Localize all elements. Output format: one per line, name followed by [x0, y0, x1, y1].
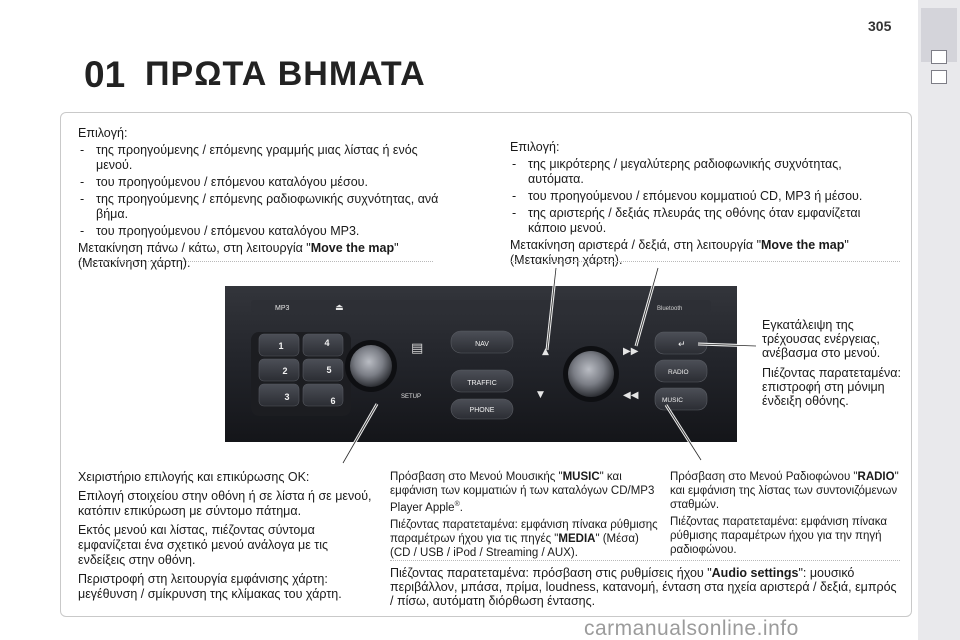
media-icon: ▤ [411, 341, 424, 356]
back-icon: ↵ [678, 340, 686, 350]
down-arrow-icon: ▼ [537, 390, 544, 400]
bluetooth-label: Bluetooth [657, 306, 683, 312]
side-note-p1: Εγκατάλειψη της τρέχουσας ενέργειας, ανέβασμα στο μενού. [762, 318, 881, 360]
move-map-text: Μετακίνηση αριστερά / δεξιά, στη λειτουργία "Move the map" (Μετακίνηση χάρτη). [510, 238, 849, 267]
traffic-label: TRAFFIC [467, 380, 497, 387]
eject-icon: ⏏ [335, 303, 344, 313]
radio-note-p2: Πιέζοντας παρατεταμένα: εμφάνιση πίνακα ρύθμισης παραμέτρων ήχου για την πηγή ραδιοφώνου. [670, 516, 888, 556]
setup-label: SETUP [401, 394, 422, 400]
radio-label: RADIO [668, 369, 689, 376]
chapter-title: ΠΡΩΤΑ ΒΗΜΑΤΑ [145, 55, 426, 93]
mp3-label: MP3 [275, 305, 290, 312]
preset-label: 5 [326, 365, 332, 375]
preset-label: 3 [284, 392, 290, 402]
music-note-p1: Πρόσβαση στο Μενού Μουσικής "MUSIC" και εμφάνιση των κομματιών ή των καταλόγων CD/MP3 Player Apple®. [390, 471, 655, 514]
bullet-item: - του προηγούμενου / επόμενου καταλόγου MP3. [80, 224, 360, 238]
nav-label: NAV [475, 341, 489, 348]
knob-note-p3: Εκτός μενού και λίστας, πιέζοντας σύντομα εμφανίζεται ένα σχετικό μενού ανάλογα με τις ενδείξεις στην οθόνη. [78, 523, 328, 567]
radio-note [670, 470, 902, 560]
preset-label: 4 [324, 338, 330, 348]
page-number: 305 [868, 18, 892, 34]
preset-label: 6 [330, 396, 336, 406]
chapter-number: 01 [84, 54, 126, 95]
knob-note-p2: Επιλογή στοιχείου στην οθόνη ή σε λίστα ή σε μενού, κατόπιν επικύρωση με σύντομο πάτημα. [78, 489, 372, 518]
knob-note [78, 470, 378, 604]
bullet-item: - της μικρότερης / μεγαλύτερης ραδιοφωνικής συχνότητας, αυτόματα. [512, 157, 842, 186]
radio-note-p1: Πρόσβαση στο Μενού Ραδιοφώνου "RADIO" και εμφάνιση της λίστας των συντονιζόμενων σταθμών. [670, 471, 899, 511]
bullet-item: - του προηγούμενου / επόμενου καταλόγου μέσου. [80, 175, 368, 189]
preset-label: 1 [278, 341, 284, 351]
music-label: MUSIC [662, 397, 683, 404]
bullet-item: - της αριστερής / δεξιάς πλευράς της οθόνης όταν εμφανίζεται κάποιο μενού. [512, 206, 861, 235]
bullet-item: - της προηγούμενης / επόμενης ραδιοφωνικής συχνότητας, ανά βήμα. [80, 192, 439, 221]
knob-note-p1: Χειριστήριο επιλογής και επικύρωσης OK: [78, 470, 310, 484]
bullet-item: - της προηγούμενης / επόμενης γραμμής μιας λίστας ή ενός μενού. [80, 143, 418, 172]
side-note-p2: Πιέζοντας παρατεταμένα: επιστροφή στη μόνιμη ένδειξη οθόνης. [762, 366, 901, 408]
watermark: carmanualsonline.info [584, 617, 799, 640]
phone-label: PHONE [469, 407, 495, 414]
knob-note-p4: Περιστροφή στη λειτουργία εμφάνισης χάρτη: μεγέθυνση / σμίκρυνση της κλίμακας του χάρτη. [78, 572, 342, 601]
preset-label: 2 [282, 366, 288, 376]
audio-note-text: Πιέζοντας παρατεταμένα: πρόσβαση στις ρυθμίσεις ήχου "Audio settings": μουσικό περιβάλλον, μπάσα, πρίμα, loudness, κατανομή, ένταση στα ηχεία αριστερά / δεξιά, εμπρός / πίσω, αυτόματη διόρθωση έντασης. [390, 566, 897, 608]
heading: Επιλογή: [78, 126, 128, 140]
bullet-item: - του προηγούμενου / επόμενου κομματιού CD, MP3 ή μέσου. [512, 189, 863, 203]
rewind-icon: ◀◀ [623, 390, 639, 401]
audio-note [390, 566, 900, 610]
divider [390, 560, 900, 561]
up-arrow-icon: ▲ [542, 347, 549, 357]
music-note-p2: Πιέζοντας παρατεταμένα: εμφάνιση πίνακα ρύθμισης παραμέτρων ήχου για τις πηγές "MEDIA" (Μέσα) (CD / USB / iPod / Streaming / AUX). [390, 518, 658, 559]
forward-icon: ▶▶ [623, 346, 639, 357]
music-note [390, 470, 662, 563]
heading: Επιλογή: [510, 140, 560, 154]
move-map-text: Μετακίνηση πάνω / κάτω, στη λειτουργία "Move the map" (Μετακίνηση χάρτη). [78, 241, 399, 270]
